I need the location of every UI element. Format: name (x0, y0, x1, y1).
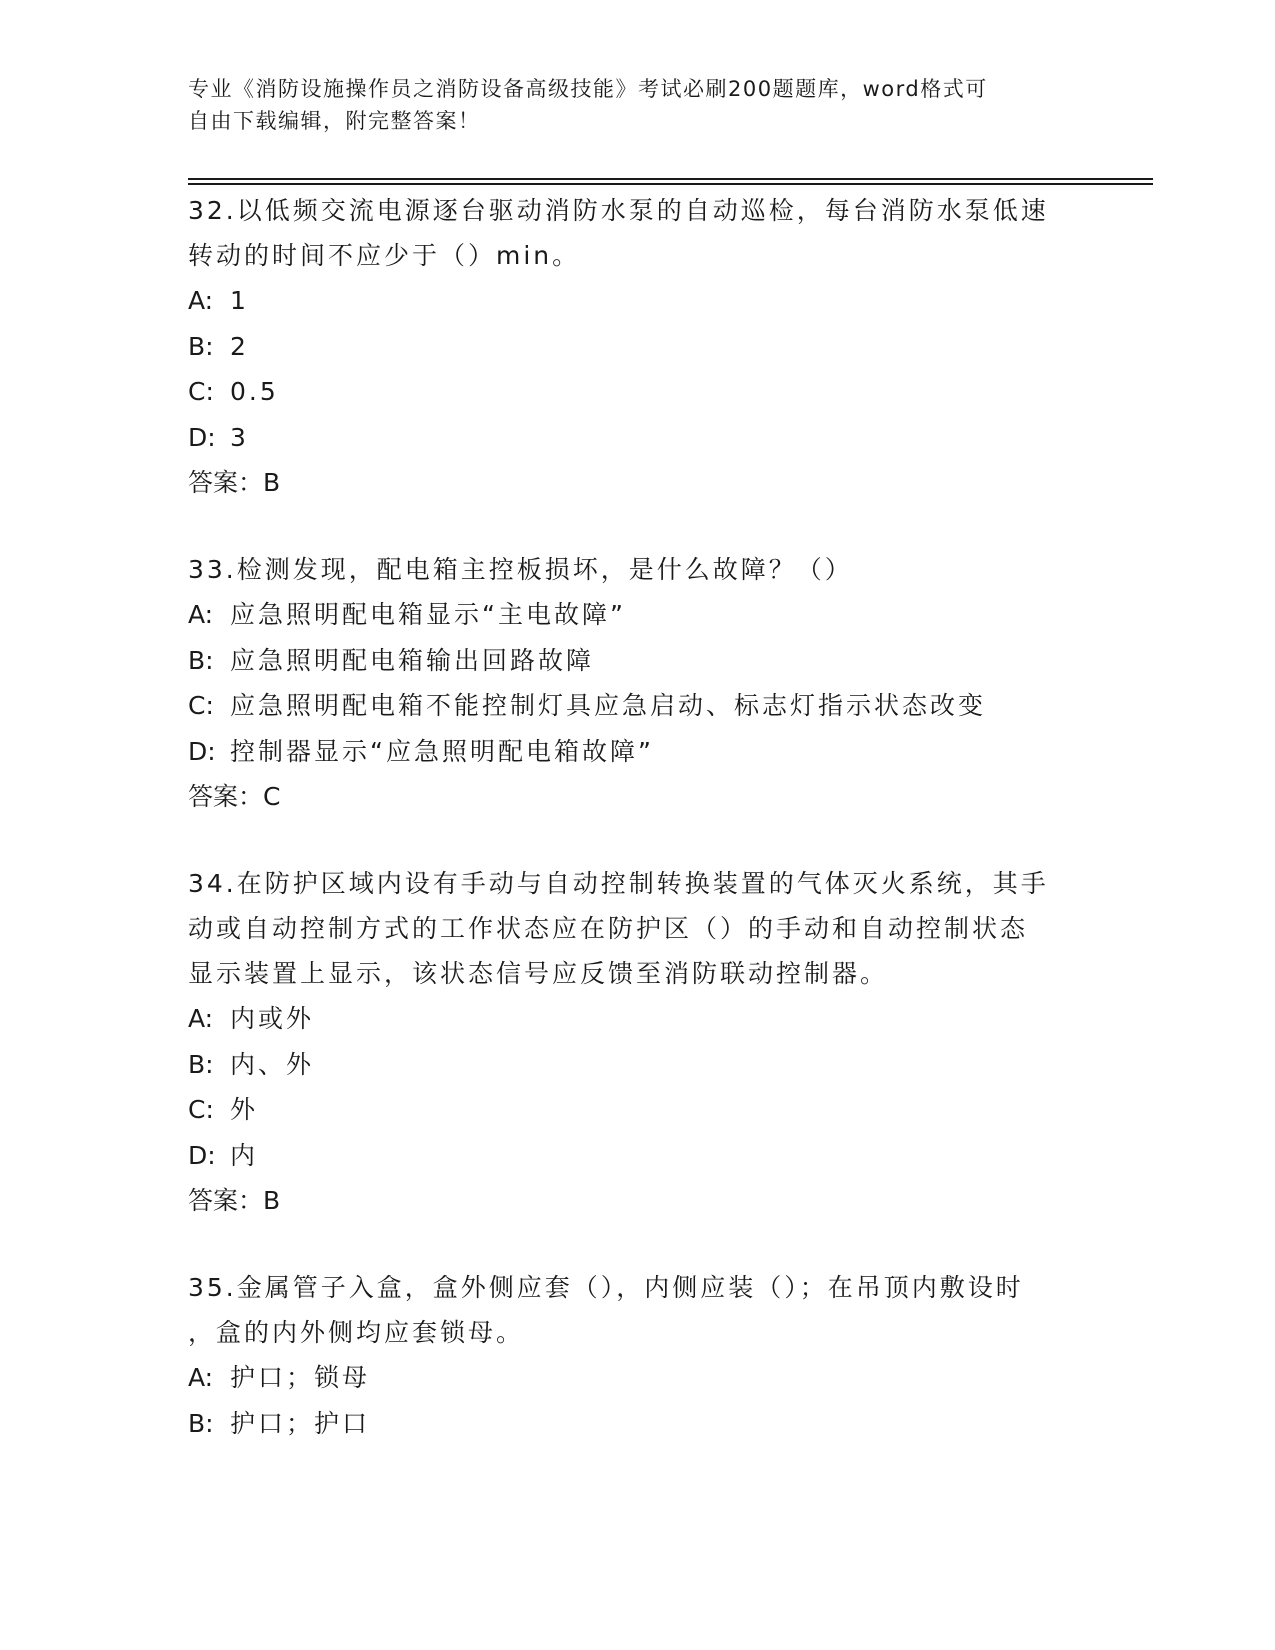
option-letter: B: (188, 331, 214, 361)
option-d (188, 729, 1088, 775)
option-letter: B: (188, 1408, 214, 1438)
option-letter: B: (188, 645, 214, 675)
option-text: 2 (230, 331, 249, 361)
option-b (188, 638, 1088, 684)
answer-line: 答案：C (188, 782, 281, 811)
option-letter: A: (188, 1004, 214, 1033)
option-a (188, 996, 1088, 1042)
option-text: 3 (230, 422, 249, 452)
option-d (188, 1133, 1088, 1179)
header-divider-top (188, 178, 1153, 180)
question-stem-line: 35.金属管子入盒，盒外侧应套（），内侧应装（）；在吊顶内敷设时 (188, 1273, 1024, 1302)
question-stem-line: 转动的时间不应少于（）min。 (188, 241, 581, 270)
option-letter: D: (188, 1140, 216, 1170)
option-d (188, 415, 1088, 461)
question-35 (188, 1265, 1088, 1446)
option-letter: D: (188, 736, 216, 766)
option-letter: A: (188, 600, 214, 629)
option-text: 应急照明配电箱输出回路故障 (230, 645, 595, 675)
option-b (188, 1401, 1088, 1447)
option-text: 护口；护口 (230, 1408, 371, 1438)
question-stem-line: 动或自动控制方式的工作状态应在防护区（）的手动和自动控制状态 (188, 914, 1029, 943)
option-c (188, 369, 1088, 415)
option-text: 护口；锁母 (230, 1363, 371, 1392)
option-text: 内或外 (230, 1004, 315, 1033)
option-text: 控制器显示“应急照明配电箱故障” (230, 736, 654, 766)
question-spacer (188, 505, 1088, 547)
question-spacer (188, 1223, 1088, 1265)
option-c (188, 683, 1088, 729)
option-letter: A: (188, 286, 214, 315)
header-divider-bottom (188, 183, 1153, 185)
option-text: 应急照明配电箱显示“主电故障” (230, 600, 626, 629)
question-stem-line: 32.以低频交流电源逐台驱动消防水泵的自动巡检，每台消防水泵低速 (188, 196, 1049, 225)
question-32 (188, 188, 1088, 505)
header-line-1: 专业《消防设施操作员之消防设备高级技能》考试必刷200题题库，word格式可 (188, 77, 988, 101)
question-stem-line: ，盒的内外侧均应套锁母。 (188, 1318, 525, 1347)
option-a (188, 592, 1088, 638)
option-letter: A: (188, 1363, 214, 1392)
question-34 (188, 861, 1088, 1223)
option-letter: C: (188, 377, 214, 406)
option-text: 外 (230, 1095, 259, 1124)
option-letter: C: (188, 691, 214, 720)
option-b (188, 324, 1088, 370)
option-text: 内、外 (230, 1049, 315, 1079)
question-33 (188, 547, 1088, 819)
question-stem-line: 34.在防护区域内设有手动与自动控制转换装置的气体灭火系统，其手 (188, 869, 1049, 898)
question-stem-line: 33.检测发现，配电箱主控板损坏，是什么故障？（） (188, 555, 853, 584)
option-letter: B: (188, 1049, 214, 1079)
document-header (188, 73, 1068, 137)
option-b (188, 1042, 1088, 1088)
option-letter: C: (188, 1095, 214, 1124)
header-line-2: 自由下载编辑，附完整答案！ (188, 109, 481, 133)
question-stem-line: 显示装置上显示，该状态信号应反馈至消防联动控制器。 (188, 959, 889, 988)
question-list (188, 188, 1088, 1446)
option-c (188, 1087, 1088, 1133)
option-a (188, 1355, 1088, 1401)
option-letter: D: (188, 422, 216, 452)
answer-line: 答案：B (188, 1186, 281, 1215)
option-text: 0.5 (230, 377, 279, 406)
option-text: 1 (230, 286, 249, 315)
option-text: 应急照明配电箱不能控制灯具应急启动、标志灯指示状态改变 (230, 691, 987, 720)
option-a (188, 278, 1088, 324)
option-text: 内 (230, 1140, 259, 1170)
question-spacer (188, 819, 1088, 861)
answer-line: 答案：B (188, 468, 281, 497)
